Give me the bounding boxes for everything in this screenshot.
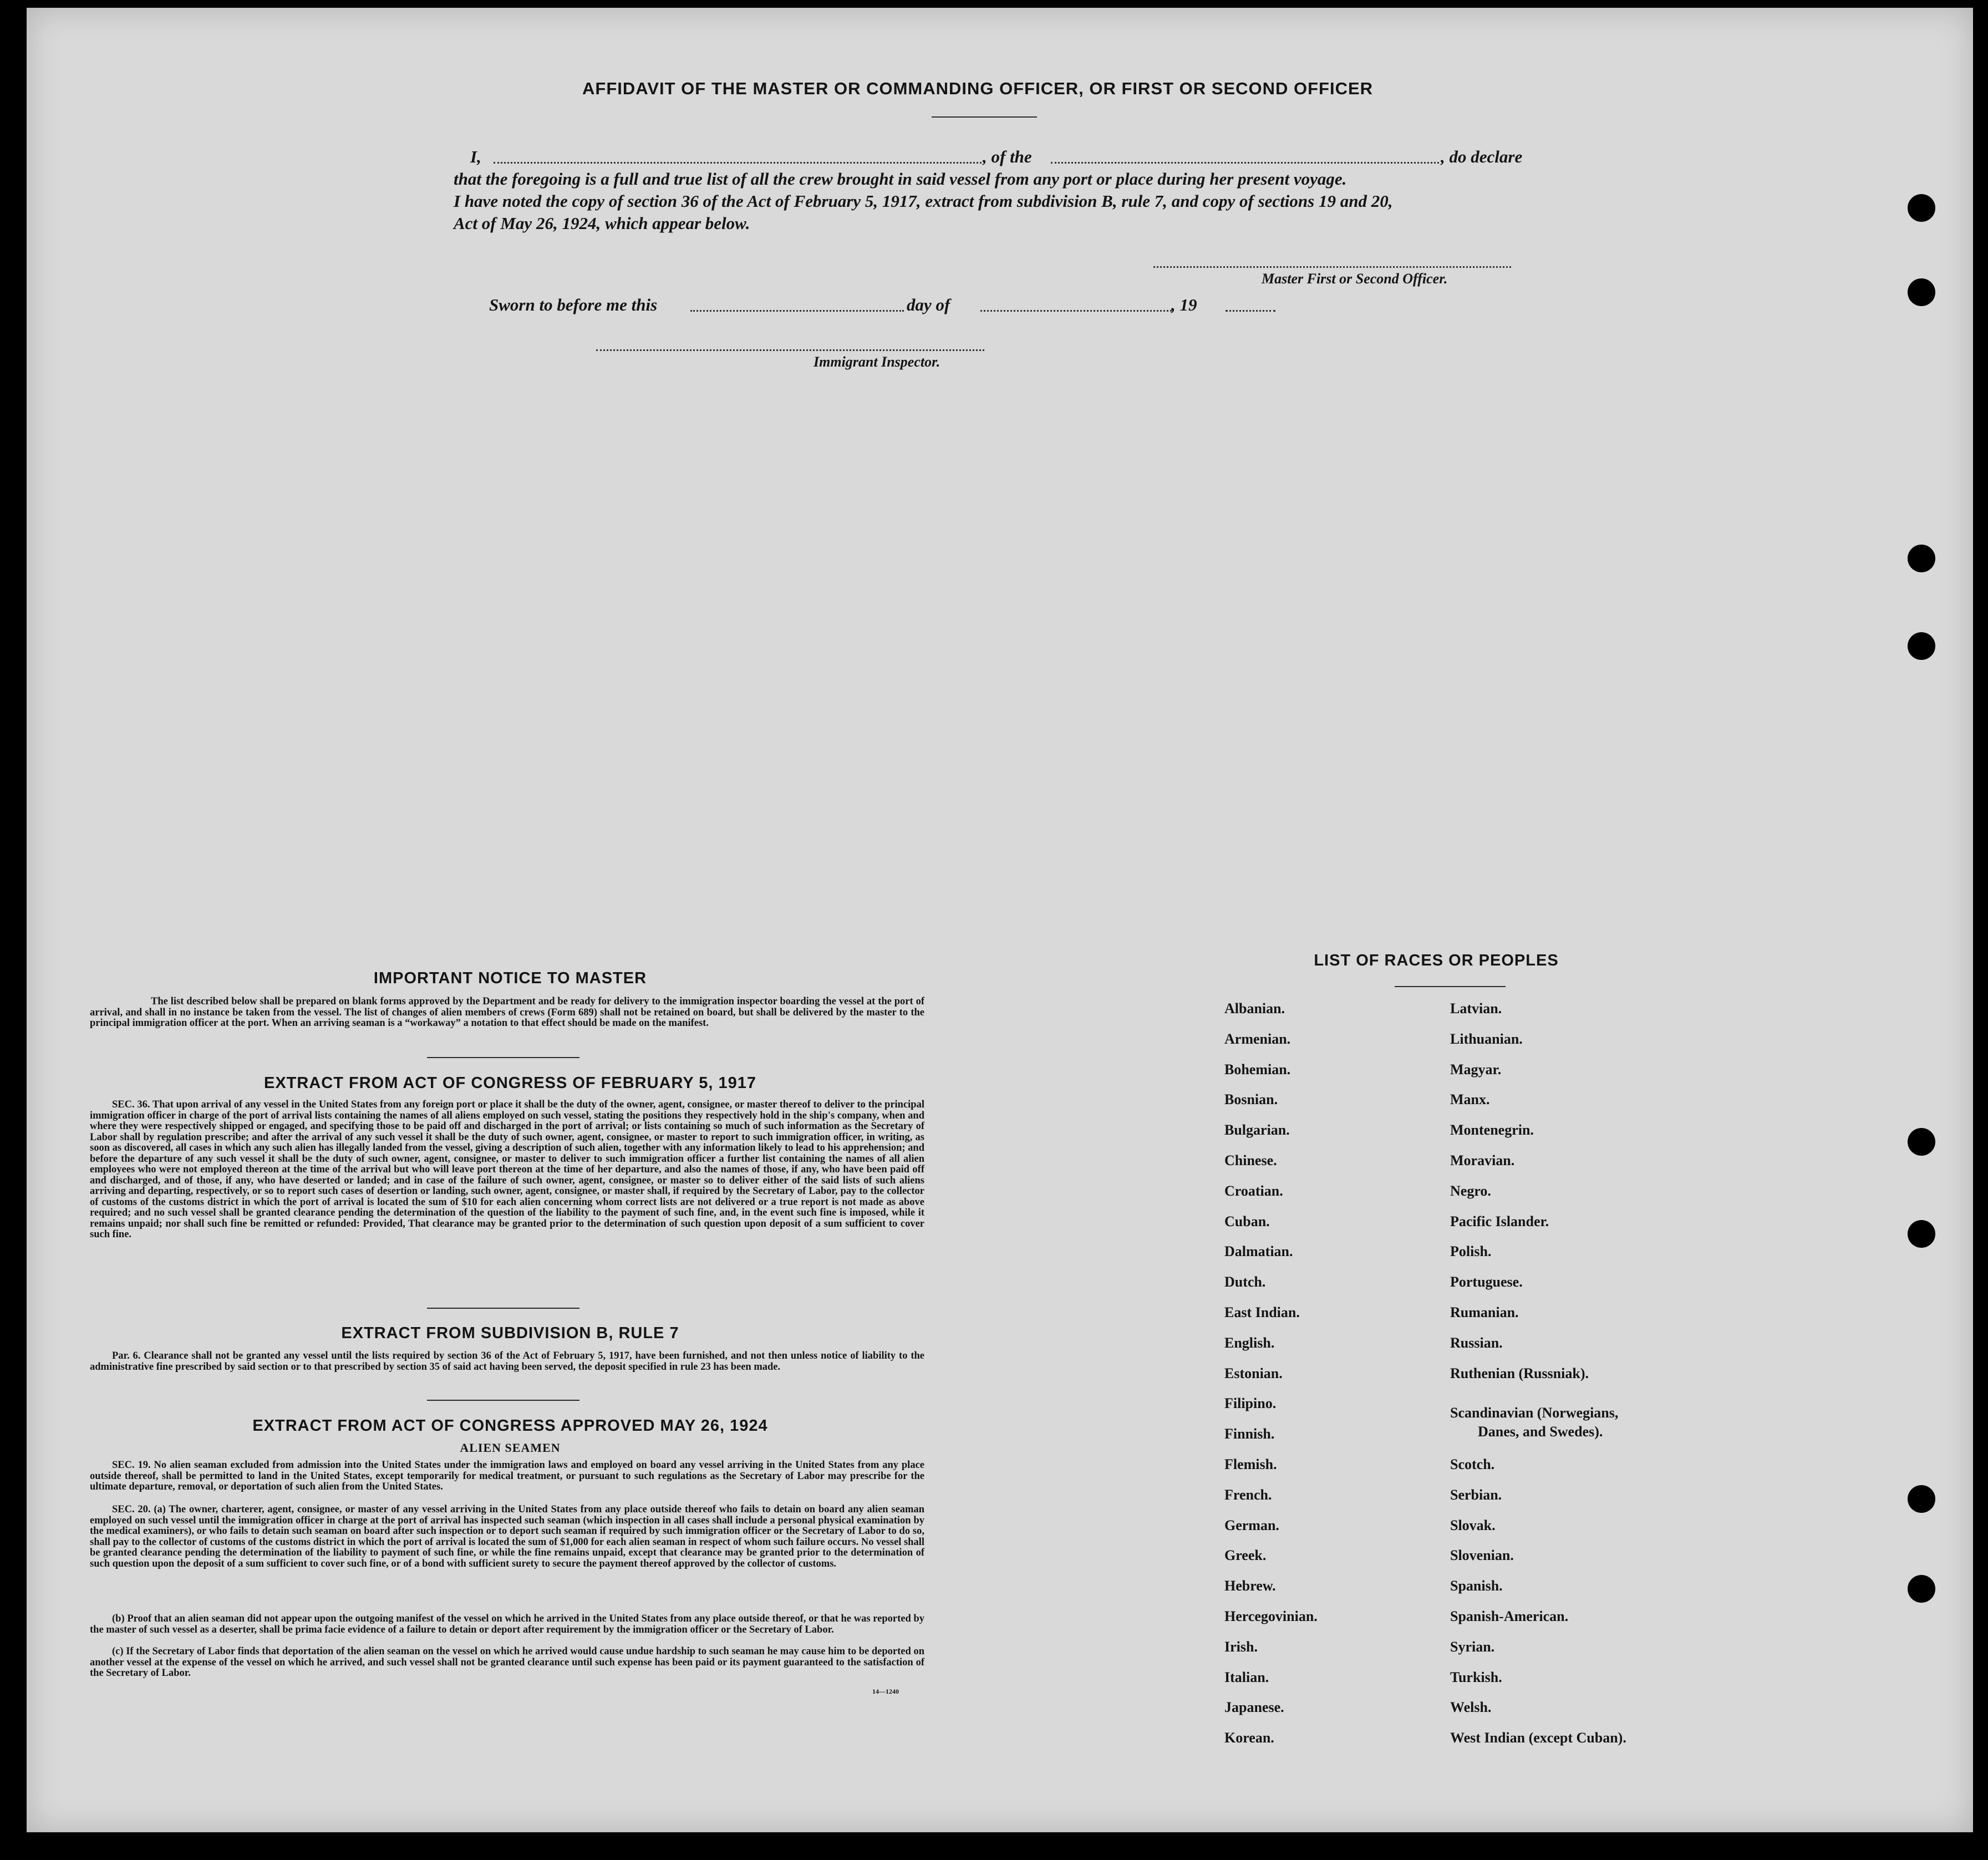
race-item: Negro. [1450,1182,1491,1199]
race-item: Dutch. [1224,1274,1266,1290]
race-item: Magyar. [1450,1061,1502,1078]
section-20c-text: (c) If the Secretary of Labor finds that deportation of the alien seaman on the vessel on which he arrived would cause undue hardship to such seaman he may cause him to be deported on another vessel at the expense of the vessel on which he arrived, and such vessel shall not be granted clearance until such expense has been paid or its payment guaranteed to the satisfaction of the Secretary of Labor. [90,1646,924,1679]
race-item: Japanese. [1224,1699,1284,1716]
race-item: Lithuanian. [1450,1030,1523,1047]
race-item: Bohemian. [1224,1061,1291,1078]
section-20b-text: (b) Proof that an alien seaman did not appear upon the outgoing manifest of the vessel on which he arrived in the United States from any place outside thereof, or that he was reported by the master of such vessel as a deserter, shall be prima facie evidence of a failure to detain or deport after requirement by the immigration officer or the Secretary of Labor. [90,1613,924,1635]
race-item: Flemish. [1224,1456,1277,1472]
section-19-text: SEC. 19. No alien seaman excluded from admission into the United States under the immigration laws and employed on board any vessel arriving in the United States from any place outside thereof, shall be permitted to land in the United States, except temporarily for medical treatment, or pursuant to such regulations as the Secretary of Labor may prescribe for the ultimate departure, removal, or deportation of such alien from the United States. [90,1460,924,1492]
race-item: Serbian. [1450,1486,1502,1503]
punch-hole [1908,194,1935,222]
punch-hole [1908,278,1935,306]
do-declare-label: , do declare [1441,147,1523,166]
race-item: Syrian. [1450,1638,1495,1655]
name-blank[interactable] [494,162,982,164]
race-item: Russian. [1450,1334,1503,1351]
race-item: Spanish. [1450,1578,1503,1594]
sworn-label: Sworn to before me this [489,295,658,314]
race-item: Hebrew. [1224,1578,1276,1594]
extract-1924-title: EXTRACT FROM ACT OF CONGRESS APPROVED MAY 26, 1924 [252,1417,768,1435]
declaration-line-3: I have noted the copy of section 36 of the Act of February 5, 1917, extract from subdivision B, rule 7, and copy of sections 19 and 20, [454,191,1393,211]
master-signature-label: Master First or Second Officer. [1262,271,1448,287]
sworn-year-blank[interactable] [1226,310,1275,312]
race-item: Scandinavian (Norwegians, [1450,1404,1619,1421]
punch-hole [1908,1485,1935,1513]
race-item: Greek. [1224,1547,1267,1564]
sworn-month-blank[interactable] [980,310,1172,312]
master-signature-line[interactable] [1153,266,1511,268]
race-item: Irish. [1224,1638,1258,1655]
race-item: Ruthenian (Russniak). [1450,1365,1589,1381]
race-item: Rumanian. [1450,1304,1519,1320]
notice-text: The list described below shall be prepared on blank forms approved by the Department and be ready for delivery to the immigration inspector boarding the vessel at the port of arrival, and shall in no instance be taken from the vessel. The list of changes of alien members of crews (Form 689) shall not be retained on board, but shall be delivered by the master to the principal immigration officer at the port. When an arriving seaman is a “workaway” a notation to that effect should be made on the manifest. [90,996,924,1029]
race-item: Cuban. [1224,1213,1270,1229]
of-the-label: , of the [983,147,1032,166]
section-divider [427,1308,579,1309]
race-item: Filipino. [1224,1395,1277,1412]
extract-rule7-text: Par. 6. Clearance shall not be granted any vessel until the lists required by section 36 of the Act of February 5, 1917, have been furnished, and not then unless notice of liability to the administrative fine prescribed by said section or to that prescribed by section 35 of said act having been served, the deposit specified in rule 23 has been made. [90,1350,924,1373]
race-item: French. [1224,1486,1272,1503]
race-item: Slovenian. [1450,1547,1514,1564]
race-item: Dalmatian. [1224,1243,1293,1260]
races-title: LIST OF RACES OR PEOPLES [1314,952,1559,969]
race-item: Bosnian. [1224,1091,1278,1108]
race-item: German. [1224,1517,1279,1533]
race-item: Bulgarian. [1224,1122,1290,1139]
section-divider [427,1057,579,1058]
race-item: Portuguese. [1450,1274,1523,1290]
day-of-label: day of [907,295,950,314]
declaration-line-2: that the foregoing is a full and true list of all the crew brought in said vessel from any port or place during her present voyage. [454,169,1347,189]
race-item: Moravian. [1450,1152,1515,1168]
extract-1917-text: SEC. 36. That upon arrival of any vessel in the United States from any foreign port or place it shall be the duty of the owner, agent, consignee, or master thereof to deliver to the principal immigration officer in charge of the port of arrival lists containing the names of all aliens employed on such vessel, stating the positions they respectively hold in the ship's company, when and where they were respectively shipped or engaged, and specifying those to be paid off and discharged in the port of arrival; or lists containing so much of such information as the Secretary of Labor shall by regulation prescribe; and after the arrival of any such vessel it shall be the duty of such owner, agent, consignee, or master to report to such immigration officer, in writing, as soon as discovered, all cases in which any such alien has illegally landed from the vessel, giving a description of such alien, together with any information likely to lead to his apprehension; and before the departure of any such vessel it shall be the duty of such owner, agent, consignee, or master to deliver to such immigration officer a further list containing the names of all alien employees who were not employed thereon at the time of the arrival but who will leave port thereon at the time of her departure, and also the names of those, if any, who have been paid off and discharged, and of those, if any, who have deserted or landed; and in case of the failure of such owner, agent, consignee, or master so to deliver either of the said lists of such aliens arriving and departing, respectively, or so to report such cases of desertion or landing, such owner, agent, consignee, or master shall, if required by the Secretary of Labor, pay to the collector of customs of the customs district in which the port of arrival is located the sum of $10 for each alien concerning whom correct lists are not delivered or a true report is not made as above required; and no such vessel shall be granted clearance pending the determination of the question of the liability to the payment of such fine, and, in the event such fine is imposed, while it remains unpaid; nor shall such fine be remitted or refunded: Provided, That clearance may be granted prior to the determination of such question upon deposit of a sum sufficient to cover such fine. [90,1099,924,1240]
declaration-line-4: Act of May 26, 1924, which appear below. [454,214,750,233]
race-item: Estonian. [1224,1365,1283,1381]
races-title-underline [1395,986,1506,987]
race-item: Croatian. [1224,1182,1283,1199]
race-item: East Indian. [1224,1304,1300,1320]
race-item: Pacific Islander. [1450,1213,1549,1229]
year-label: , 19 [1171,295,1197,314]
title-underline [932,116,1037,118]
race-item: Korean. [1224,1730,1274,1746]
punch-hole [1908,1128,1935,1156]
race-item: Scotch. [1450,1456,1495,1472]
extract-rule7-title: EXTRACT FROM SUBDIVISION B, RULE 7 [341,1324,679,1342]
race-item: Slovak. [1450,1517,1496,1533]
affidavit-title: AFFIDAVIT OF THE MASTER OR COMMANDING OFFICER, OR FIRST OR SECOND OFFICER [582,79,1374,98]
extract-1917-title: EXTRACT FROM ACT OF CONGRESS OF FEBRUARY 5, 1917 [263,1074,757,1092]
inspector-signature-label: Immigrant Inspector. [813,354,940,370]
alien-seamen-subtitle: ALIEN SEAMEN [460,1441,561,1455]
punch-hole [1908,1575,1935,1603]
race-item: Latvian. [1450,1000,1502,1017]
race-item: Manx. [1450,1091,1490,1108]
race-item: Spanish-American. [1450,1608,1569,1624]
race-item: Armenian. [1224,1030,1291,1047]
race-item: Chinese. [1224,1152,1277,1168]
race-item: Welsh. [1450,1699,1492,1716]
punch-hole [1908,1220,1935,1248]
race-item: Montenegrin. [1450,1122,1534,1139]
race-item: Turkish. [1450,1669,1502,1685]
vessel-blank[interactable] [1051,162,1439,164]
punch-hole [1908,545,1935,572]
race-item: Polish. [1450,1243,1492,1260]
section-divider [427,1400,579,1401]
inspector-signature-line[interactable] [596,349,984,351]
race-item: Albanian. [1224,1000,1285,1017]
race-item: Danes, and Swedes). [1478,1423,1603,1440]
race-item: English. [1224,1334,1275,1351]
notice-title: IMPORTANT NOTICE TO MASTER [373,969,647,987]
section-20a-text: SEC. 20. (a) The owner, charterer, agent, consignee, or master of any vessel arriving in the United States from any place outside thereof who fails to detain on board any alien seaman employed on such vessel until the immigration officer in charge at the port of arrival has inspected such seaman (which inspection in all cases shall include a personal physical examination by the medical examiners), or who fails to detain such seaman on board after such inspection or to deport such seaman if required by such immigration officer or the Secretary of Labor to do so, shall pay to the collector of customs of the customs district in which the port of arrival is located the sum of $1,000 for each alien seaman in respect of whom such failure occurs. No vessel shall be granted clearance pending the determination of the liability to payment of such fine, or while the fine remains unpaid, except that clearance may be granted prior to the determination of such question upon the deposit of a sum sufficient to cover such fine, or of a bond with sufficient surety to secure the payment thereof approved by the collector of customs. [90,1504,924,1569]
race-item: West Indian (except Cuban). [1450,1730,1626,1746]
declaration-i-label: I, [470,147,481,166]
race-item: Finnish. [1224,1426,1275,1442]
punch-hole [1908,632,1935,660]
sworn-day-blank[interactable] [690,310,904,312]
race-item: Hercegovinian. [1224,1608,1318,1624]
race-item: Italian. [1224,1669,1269,1685]
form-number: 14—1240 [872,1688,899,1695]
